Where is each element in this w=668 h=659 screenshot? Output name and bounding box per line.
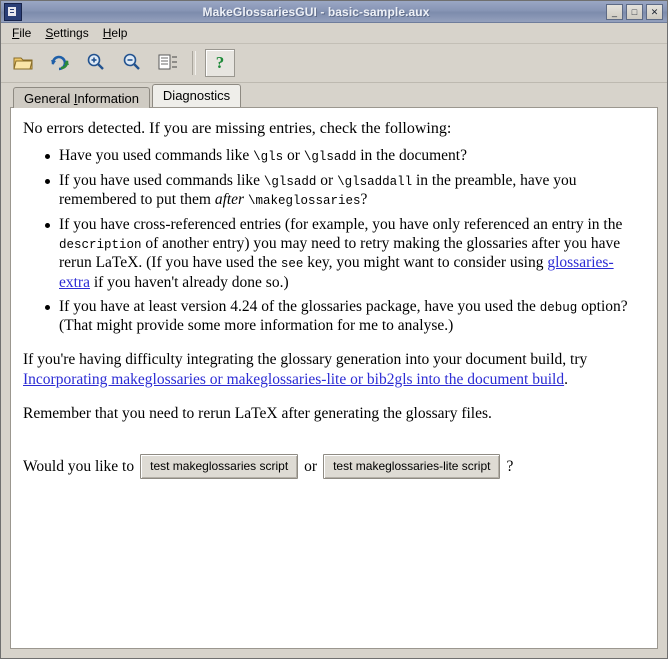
tab-general-information[interactable]: General Information: [13, 87, 150, 108]
build-paragraph-pre: If you're having difficulty integrating the glossary generation into your document build, try: [23, 350, 588, 368]
item3-pre: If you have cross-referenced entries (for example, you have only referenced an entry in the: [59, 215, 623, 233]
toolbar-separator: [192, 51, 196, 75]
app-icon: [4, 3, 22, 21]
item3-post: if you haven't already done so.): [89, 273, 289, 291]
diagnostics-lead: No errors detected. If you are missing entries, check the following:: [23, 120, 452, 137]
maximize-button[interactable]: [626, 4, 643, 20]
test-makeglossaries-button[interactable]: test makeglossaries script: [140, 454, 298, 479]
list-item: [59, 297, 643, 336]
glossaries-extra-link[interactable]: glossaries-extra: [59, 254, 614, 291]
rerun-latex-paragraph: Remember that you need to rerun LaTeX after generating the glossary files.: [23, 404, 492, 422]
menu-help-label-rest: elp: [111, 25, 128, 40]
build-paragraph-post: .: [564, 370, 568, 388]
menu-help[interactable]: Help: [102, 25, 128, 40]
item2-pre: If you have used commands like: [59, 171, 264, 189]
toolbar: [1, 44, 667, 83]
list-item: [59, 215, 643, 292]
item2-emph-after: after: [214, 191, 245, 208]
test-makeglossaries-lite-button[interactable]: test makeglossaries-lite script: [323, 454, 500, 479]
item4-post: option? (That might provide some more information for me to analyse.): [59, 297, 628, 335]
item1-post: in the document?: [356, 147, 467, 164]
item3-mid: of another entry) you may need to retry making the glossaries after you have rerun LaTeX. (If you have used the: [59, 234, 621, 272]
menu-settings-label-rest: ettings: [53, 25, 89, 40]
item2-code-glsadd: \glsadd: [263, 174, 317, 189]
minimize-button[interactable]: [606, 4, 623, 20]
reload-button[interactable]: [45, 49, 75, 77]
item2-code-makeglossaries: \makeglossaries: [247, 194, 361, 208]
item2-post: in the preamble, have you remembered to put them: [59, 171, 577, 208]
window-controls: [606, 4, 665, 20]
menu-file-label-rest: ile: [19, 25, 32, 40]
refresh-icon: [49, 53, 71, 74]
magnifier-minus-icon: [122, 53, 142, 74]
menu-file[interactable]: File: [12, 25, 32, 40]
folder-open-icon: [13, 53, 35, 74]
list-item: [59, 146, 643, 166]
diagnostics-checklist: [23, 146, 643, 336]
minimize-glyph: _: [611, 6, 617, 17]
title-bar: [1, 1, 667, 23]
build-integration-paragraph: [23, 350, 643, 390]
close-button[interactable]: [646, 4, 663, 20]
item4-code-debug: debug: [539, 300, 578, 315]
item2-mid: or: [316, 171, 338, 189]
item3-code-see: see: [280, 257, 304, 272]
menu-bar: [1, 23, 667, 44]
item1-code-glsadd: \glsadd: [303, 150, 357, 164]
page-setup-button[interactable]: [153, 49, 183, 77]
item4-pre: If you have at least version 4.24 of the glossaries package, have you used the: [59, 297, 540, 315]
zoom-out-button[interactable]: [117, 49, 147, 77]
diagnostics-panel: [10, 107, 658, 649]
svg-text:?: ?: [215, 52, 225, 71]
item1-pre: Have you used commands like: [59, 147, 254, 164]
test-scripts-row: [23, 454, 643, 479]
close-glyph: ✕: [650, 6, 659, 17]
help-button[interactable]: [205, 49, 235, 77]
item2-code-glsaddall: \glsaddall: [337, 174, 413, 189]
page-lines-icon: [157, 53, 179, 74]
item2-tail: ?: [360, 191, 368, 208]
open-folder-button[interactable]: [9, 49, 39, 77]
tab-strip: [1, 83, 667, 107]
zoom-in-button[interactable]: [81, 49, 111, 77]
item1-code-gls: \gls: [253, 150, 284, 164]
menu-settings[interactable]: Settings: [45, 25, 89, 40]
content-area: [1, 107, 667, 658]
item3-code-description: description: [59, 237, 142, 252]
window-title: MakeGlossariesGUI - basic-sample.aux: [202, 4, 430, 19]
document-build-link[interactable]: Incorporating makeglossaries or makeglossaries-lite or bib2gls into the document build: [23, 370, 565, 388]
maximize-glyph: □: [631, 6, 638, 17]
item1-mid: or: [283, 147, 304, 164]
question-mark-icon: [211, 53, 229, 74]
prompt-post: ?: [506, 457, 514, 475]
magnifier-plus-icon: [86, 53, 106, 74]
list-item: [59, 171, 643, 210]
item3-mid2: key, you might want to consider using: [303, 254, 548, 272]
prompt-pre: Would you like to: [23, 457, 135, 475]
prompt-or: or: [304, 457, 318, 475]
tab-diagnostics[interactable]: Diagnostics: [152, 84, 241, 107]
